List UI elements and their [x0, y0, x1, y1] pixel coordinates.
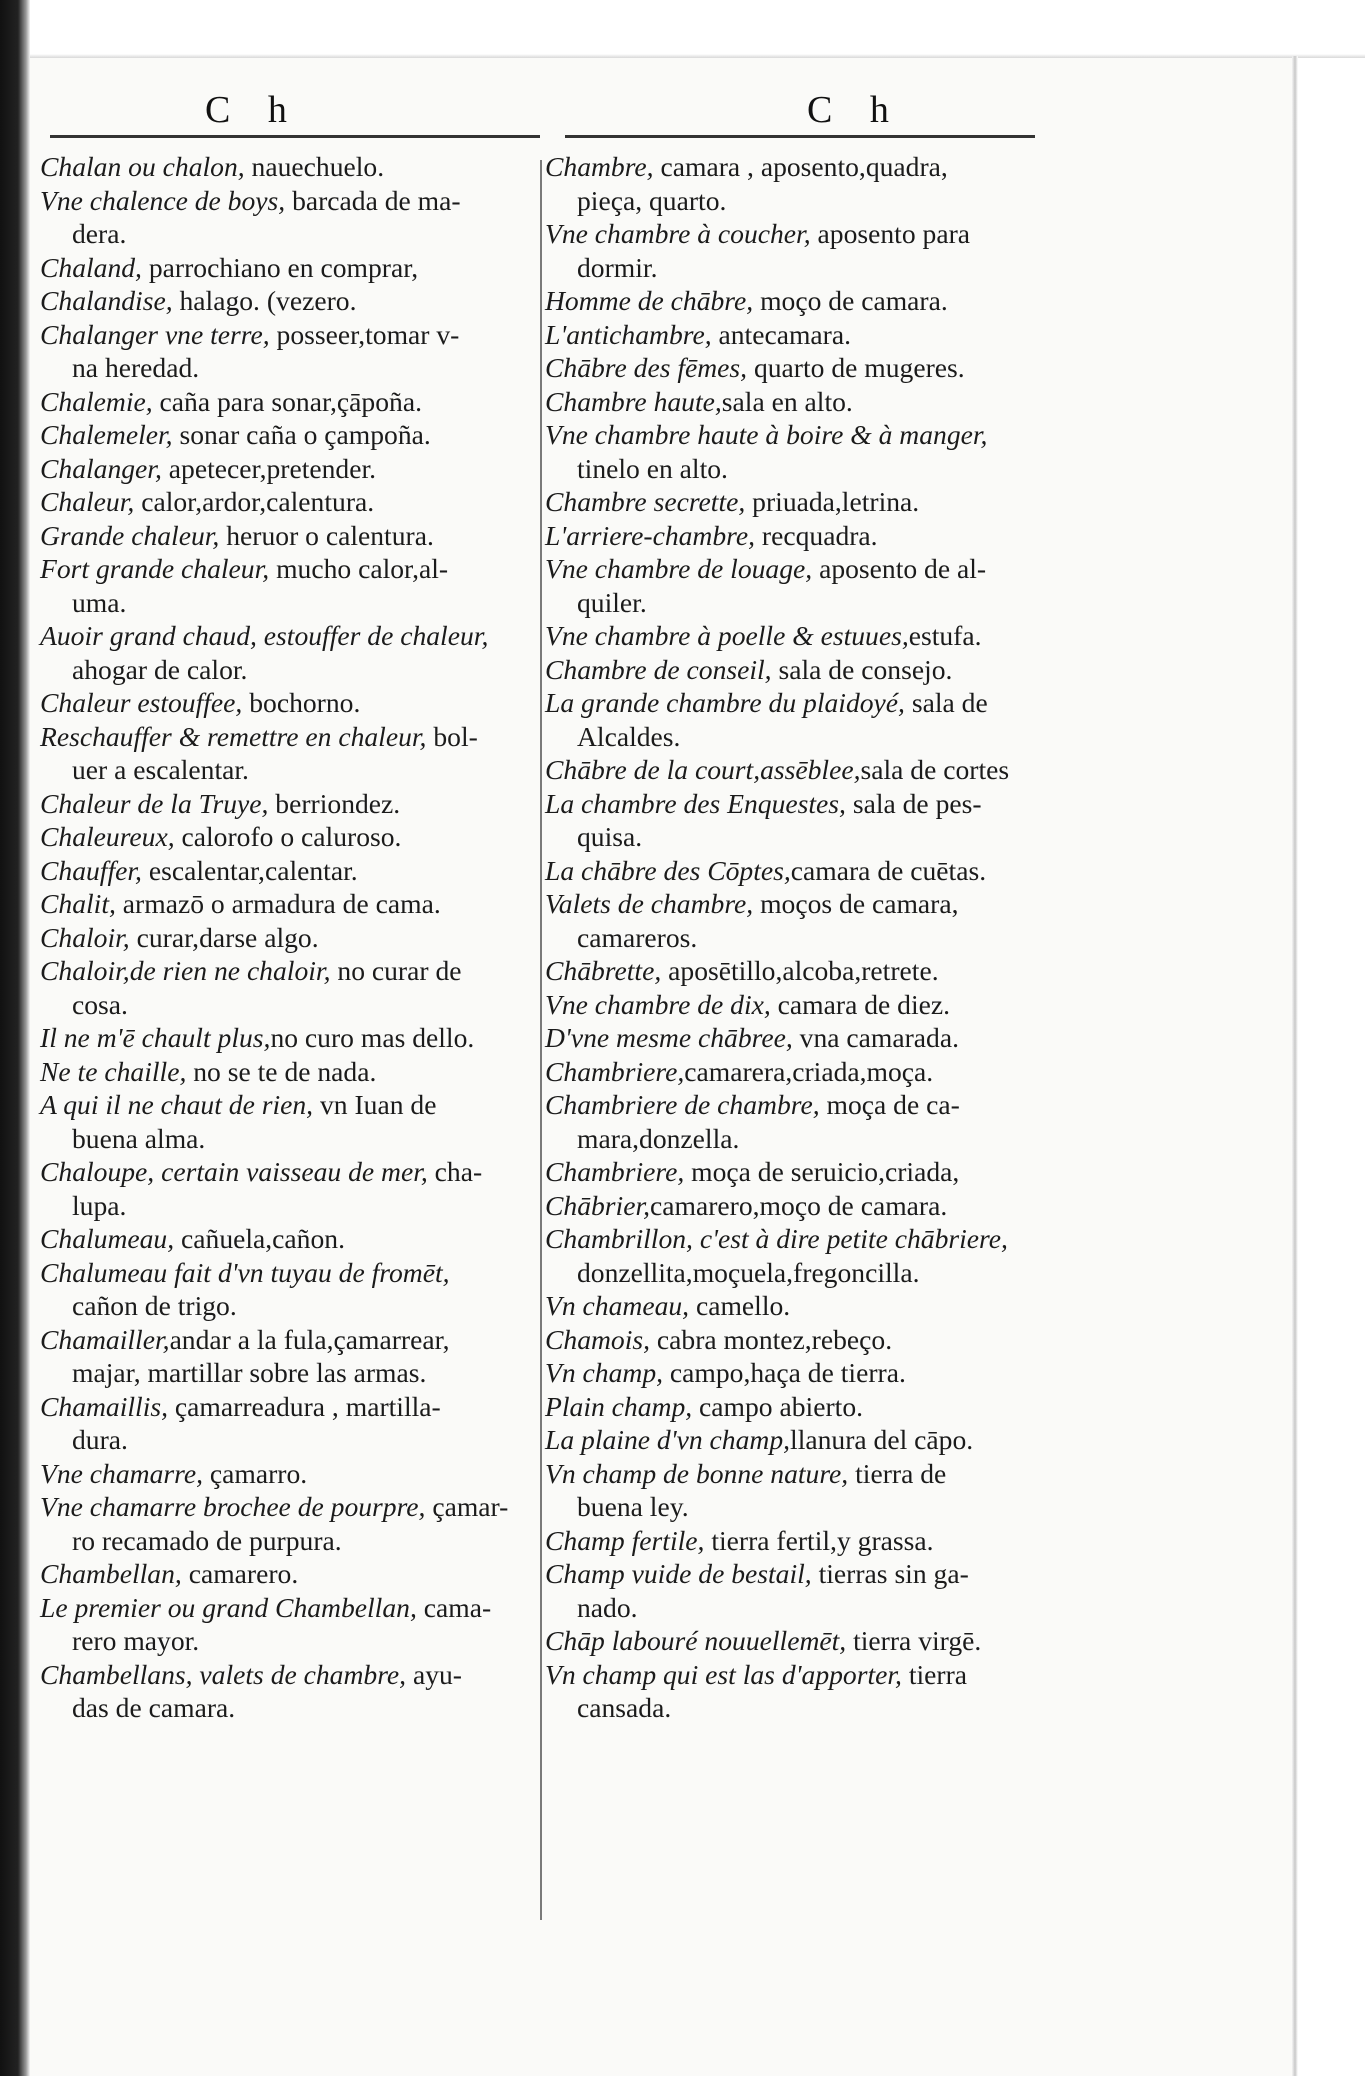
dictionary-entry [545, 753, 1085, 787]
entry-translation: aposētillo,alcoba,retrete. [661, 955, 939, 986]
entry-translation: calorofo o caluroso. [174, 821, 402, 852]
entry-translation: sala de cortes [860, 754, 1010, 785]
entry-continuation: uer a escalentar. [72, 754, 249, 785]
dictionary-entry [545, 1289, 1085, 1323]
dictionary-entry [545, 1323, 1085, 1357]
entry-headword: Vne chamarre, [40, 1457, 203, 1489]
entry-continuation: rero mayor. [72, 1625, 200, 1656]
entry-translation: moça de ca- [819, 1089, 960, 1120]
entry-continuation: cañon de trigo. [72, 1290, 237, 1321]
entry-continuation: nado. [577, 1591, 638, 1623]
entry-headword: Chābrette, [545, 955, 662, 986]
entry-headword: La plaine d'vn champ, [545, 1424, 791, 1455]
entry-headword: Grande chaleur, [40, 519, 220, 551]
entry-headword: Chābre de la court,assēblee, [545, 754, 861, 785]
dictionary-entry [40, 820, 520, 854]
dictionary-entry [545, 887, 1085, 954]
dictionary-entry [40, 1021, 520, 1055]
entry-headword: Chaleur, [40, 486, 135, 517]
entry-translation: aposento de al- [812, 553, 987, 584]
dictionary-entry [40, 1658, 520, 1725]
entry-continuation: dura. [72, 1424, 128, 1455]
dictionary-entry [545, 552, 1085, 619]
scan-left-edge [0, 0, 30, 2076]
entry-translation: camarero,moço de camara. [650, 1189, 948, 1221]
entry-translation: no curar de [330, 955, 462, 986]
entry-translation: escalentar,calentar. [141, 854, 358, 886]
dictionary-entry [40, 1055, 520, 1089]
entry-headword: Homme de chābre, [545, 285, 754, 316]
entry-continuation: ro recamado de purpura. [72, 1524, 342, 1556]
header-rule-right [565, 135, 1035, 138]
entry-headword: Le premier ou grand Chambellan, [40, 1591, 417, 1623]
entry-headword: L'antichambre, [545, 318, 712, 350]
dictionary-entry [545, 1222, 1085, 1289]
entry-headword: Auoir grand chaud, estouffer de chaleur, [40, 620, 489, 651]
entry-translation: cañuela,cañon. [174, 1223, 345, 1254]
left-column [40, 150, 520, 1725]
dictionary-entry [40, 1222, 520, 1256]
entry-translation: moço de camara. [753, 285, 948, 316]
entry-translation: cha- [427, 1156, 483, 1187]
entry-headword: Chamaillis, [40, 1390, 169, 1422]
entry-continuation: quiler. [577, 586, 647, 618]
dictionary-entry [40, 1390, 520, 1457]
dictionary-entry [40, 787, 520, 821]
entry-continuation: tinelo en alto. [577, 452, 728, 484]
entry-headword: Chābre des fēmes, [545, 352, 748, 383]
dictionary-entry [40, 954, 520, 1021]
entry-headword: Chamois, [545, 1323, 651, 1355]
dictionary-entry [40, 720, 520, 787]
entry-headword: Chalan ou chalon, [40, 151, 245, 182]
entry-headword: Chalumeau fait d'vn tuyau de fromēt, [40, 1256, 450, 1288]
entry-translation: vn Iuan de [313, 1089, 437, 1120]
column-divider [540, 160, 542, 1920]
entry-continuation: pieça, quarto. [577, 184, 727, 216]
entry-translation: camarera,criada,moça. [684, 1055, 934, 1087]
entry-translation: berriondez. [268, 787, 401, 819]
entry-translation: recquadra. [755, 519, 878, 551]
entry-translation: no curo mas dello. [270, 1022, 475, 1053]
entry-headword: Champ fertile, [545, 1524, 705, 1556]
entry-headword: Chalandise, [40, 285, 173, 316]
entry-headword: Chambre, [545, 151, 654, 182]
dictionary-entry [545, 318, 1085, 352]
header-rule-left [50, 135, 540, 138]
entry-headword: Champ vuide de bestail, [545, 1558, 812, 1589]
entry-headword: Chaleur estouffee, [40, 687, 243, 718]
entry-translation: tierra fertil,y grassa. [704, 1524, 934, 1556]
entry-headword: Chalit, [40, 888, 116, 919]
entry-headword: Chauffer, [40, 854, 142, 886]
entry-continuation: lupa. [72, 1189, 127, 1221]
dictionary-entry [40, 284, 520, 318]
entry-translation: curar,darse algo. [129, 921, 319, 953]
entry-continuation: dera. [72, 218, 127, 249]
dictionary-entry [545, 1658, 1085, 1725]
entry-continuation: Alcaldes. [577, 720, 681, 752]
entry-headword: Chalanger vne terre, [40, 318, 270, 350]
entry-headword: La chambre des Enquestes, [545, 787, 846, 819]
entry-translation: sala de [904, 687, 988, 718]
entry-continuation: majar, martillar sobre las armas. [72, 1357, 427, 1388]
entry-translation: sala de consejo. [771, 653, 953, 685]
entry-translation: parrochiano en comprar, [141, 251, 419, 283]
dictionary-entry [545, 787, 1085, 854]
entry-headword: Vne chambre à poelle & estuues, [545, 620, 909, 651]
dictionary-entry [545, 1557, 1085, 1624]
entry-translation: tierra virgē. [846, 1625, 982, 1656]
entry-headword: Chaleureux, [40, 821, 175, 852]
entry-headword: Chalemeler, [40, 419, 173, 450]
entry-translation: moços de camara, [753, 888, 959, 919]
dictionary-entry [545, 217, 1085, 284]
dictionary-entry [40, 184, 520, 251]
dictionary-entry [40, 1323, 520, 1390]
dictionary-entry [40, 1155, 520, 1222]
entry-continuation: cansada. [577, 1692, 672, 1723]
dictionary-entry [40, 519, 520, 553]
entry-headword: Vne chamarre brochee de pourpre, [40, 1491, 426, 1522]
entry-headword: Chambellans, valets de chambre, [40, 1658, 407, 1690]
entry-headword: Vn champ de bonne nature, [545, 1457, 849, 1489]
entry-headword: D'vne mesme chābree, [545, 1022, 793, 1053]
dictionary-entry [40, 418, 520, 452]
entry-translation: camara de diez. [770, 988, 951, 1020]
entry-translation: armazō o armadura de cama. [115, 888, 441, 919]
entry-headword: Vn champ qui est las d'apporter, [545, 1658, 902, 1690]
dictionary-entry [545, 1624, 1085, 1658]
entry-headword: L'arriere-chambre, [545, 519, 756, 551]
dictionary-entry [545, 351, 1085, 385]
dictionary-entry [545, 1189, 1085, 1223]
dictionary-entry [40, 921, 520, 955]
entry-headword: Chamailler, [40, 1323, 170, 1355]
entry-continuation: cosa. [72, 988, 128, 1020]
entry-translation: calor,ardor,calentura. [134, 486, 375, 517]
dictionary-entry [545, 1155, 1085, 1189]
dictionary-entry [545, 1423, 1085, 1457]
entry-continuation: uma. [72, 586, 127, 618]
entry-translation: bol- [426, 720, 478, 752]
entry-translation: çamarreadura , martilla- [168, 1390, 441, 1422]
scan-top-margin [0, 0, 1365, 58]
entry-translation: sala de pes- [845, 787, 982, 819]
dictionary-entry [545, 1088, 1085, 1155]
dictionary-entry [40, 1088, 520, 1155]
entry-headword: Vne chambre de dix, [545, 988, 771, 1020]
right-column [545, 150, 1085, 1725]
dictionary-entry [40, 385, 520, 419]
entry-translation: camarero. [181, 1558, 299, 1589]
dictionary-entry [40, 1457, 520, 1491]
dictionary-entry [40, 1256, 520, 1323]
entry-headword: Chaloir, [40, 921, 130, 953]
dictionary-entry [545, 150, 1085, 217]
scan-right-edge [1292, 56, 1298, 2076]
entry-headword: Chaloupe, certain vaisseau de mer, [40, 1156, 428, 1187]
entry-continuation: mara,donzella. [577, 1122, 740, 1154]
entry-translation: tierra de [848, 1457, 947, 1489]
dictionary-entry [40, 619, 520, 686]
entry-continuation: buena ley. [577, 1491, 689, 1522]
entry-translation: ayu- [406, 1658, 462, 1690]
entry-translation: vna camarada. [792, 1022, 959, 1053]
entry-translation: cama- [416, 1591, 492, 1623]
dictionary-entry [545, 1055, 1085, 1089]
entry-headword: Chambre de conseil, [545, 653, 772, 685]
entry-headword: Vne chambre de louage, [545, 553, 813, 584]
entry-translation: camara de cuētas. [790, 854, 987, 886]
entry-headword: Fort grande chaleur, [40, 553, 270, 584]
entry-headword: Chambrillon, c'est à dire petite chābriere, [545, 1223, 1008, 1254]
entry-translation: aposento para [810, 218, 971, 249]
entry-headword: Chalanger, [40, 452, 162, 484]
entry-translation: bochorno. [242, 687, 361, 718]
entry-continuation: dormir. [577, 251, 658, 283]
entry-headword: Chalemie, [40, 385, 153, 417]
entry-translation: antecamara. [711, 318, 852, 350]
entry-headword: Vn champ, [545, 1357, 664, 1388]
entry-translation: tierra [901, 1658, 968, 1690]
entry-translation: estufa. [908, 620, 982, 651]
entry-headword: A qui il ne chaut de rien, [40, 1089, 314, 1120]
entry-headword: Chambriere, [545, 1156, 685, 1187]
entry-headword: Vne chalence de boys, [40, 184, 286, 216]
dictionary-entry [545, 653, 1085, 687]
dictionary-entry [40, 150, 520, 184]
entry-translation: çamar- [425, 1491, 509, 1522]
entry-translation: cabra montez,rebeço. [650, 1323, 893, 1355]
dictionary-entry [40, 452, 520, 486]
entry-headword: Chambre haute, [545, 385, 722, 417]
entry-translation: camara , aposento,quadra, [653, 151, 948, 182]
entry-continuation: buena alma. [72, 1122, 206, 1154]
dictionary-entry [545, 1457, 1085, 1524]
running-head-left: C h [205, 89, 301, 131]
entry-continuation: donzellita,moçuela,fregoncilla. [577, 1256, 920, 1288]
entry-headword: Valets de chambre, [545, 888, 754, 919]
entry-headword: Vne chambre à coucher, [545, 218, 811, 249]
entry-translation: halago. (vezero. [172, 285, 357, 316]
entry-headword: Plain champ, [545, 1390, 693, 1422]
entry-translation: moça de seruicio,criada, [684, 1156, 960, 1187]
dictionary-entry [40, 854, 520, 888]
dictionary-entry [545, 519, 1085, 553]
entry-headword: La grande chambre du plaidoyé, [545, 687, 905, 718]
entry-headword: Chambellan, [40, 1558, 182, 1589]
entry-headword: Chāp labouré nouuellemēt, [545, 1625, 847, 1656]
dictionary-entry [545, 1021, 1085, 1055]
dictionary-entry [545, 485, 1085, 519]
dictionary-entry [40, 887, 520, 921]
entry-translation: çamarro. [202, 1457, 308, 1489]
dictionary-entry [545, 988, 1085, 1022]
entry-headword: Chaleur de la Truye, [40, 787, 269, 819]
entry-continuation: das de camara. [72, 1692, 236, 1723]
entry-translation: sala en alto. [721, 385, 853, 417]
dictionary-entry [545, 1524, 1085, 1558]
entry-continuation: na heredad. [72, 352, 200, 383]
dictionary-entry [545, 1390, 1085, 1424]
entry-continuation: quisa. [577, 821, 643, 852]
dictionary-entry [545, 418, 1085, 485]
entry-translation: posseer,tomar v- [269, 318, 460, 350]
entry-translation: apetecer,pretender. [161, 452, 377, 484]
entry-translation: andar a la fula,çamarrear, [169, 1323, 450, 1355]
dictionary-entry [40, 552, 520, 619]
dictionary-entry [545, 385, 1085, 419]
dictionary-entry [40, 251, 520, 285]
entry-translation: barcada de ma- [285, 184, 461, 216]
entry-continuation: camareros. [577, 921, 698, 953]
entry-headword: Chaloir,de rien ne chaloir, [40, 955, 331, 986]
entry-headword: Chambre secrette, [545, 486, 746, 517]
dictionary-entry [545, 1356, 1085, 1390]
entry-continuation: ahogar de calor. [72, 653, 248, 685]
entry-headword: Vne chambre haute à boire & à manger, [545, 419, 988, 450]
entry-translation: caña para sonar,çāpoña. [152, 385, 422, 417]
dictionary-entry [40, 1557, 520, 1591]
dictionary-entry [545, 954, 1085, 988]
entry-translation: llanura del cāpo. [790, 1424, 974, 1455]
entry-translation: campo,haça de tierra. [663, 1357, 906, 1388]
entry-headword: Chambriere, [545, 1055, 685, 1087]
dictionary-entry [545, 686, 1085, 753]
entry-translation: campo abierto. [692, 1390, 864, 1422]
dictionary-entry [40, 318, 520, 385]
entry-translation: no se te de nada. [186, 1055, 377, 1087]
entry-translation: quarto de mugeres. [747, 352, 965, 383]
dictionary-entry [545, 284, 1085, 318]
entry-translation: camello. [689, 1290, 791, 1321]
dictionary-entry [545, 619, 1085, 653]
entry-translation: sonar caña o çampoña. [172, 419, 431, 450]
entry-translation: priuada,letrina. [745, 486, 920, 517]
dictionary-entry [40, 485, 520, 519]
entry-translation: mucho calor,al- [269, 553, 449, 584]
entry-headword: Ne te chaille, [40, 1055, 187, 1087]
entry-translation: nauechuelo. [244, 151, 385, 182]
dictionary-entry [545, 854, 1085, 888]
entry-translation: tierras sin ga- [811, 1558, 969, 1589]
entry-headword: Vn chameau, [545, 1290, 690, 1321]
entry-headword: Reschauffer & remettre en chaleur, [40, 720, 427, 752]
entry-headword: Chambriere de chambre, [545, 1089, 820, 1120]
running-head-right: C h [807, 89, 903, 131]
dictionary-entry [40, 1591, 520, 1658]
entry-headword: Chābrier, [545, 1189, 651, 1221]
entry-headword: La chābre des Cōptes, [545, 854, 791, 886]
entry-headword: Chalumeau, [40, 1223, 175, 1254]
dictionary-entry [40, 686, 520, 720]
entry-headword: Chaland, [40, 251, 142, 283]
dictionary-entry [40, 1490, 520, 1557]
entry-translation: heruor o calentura. [219, 519, 434, 551]
entry-headword: Il ne m'ē chault plus, [40, 1022, 271, 1053]
